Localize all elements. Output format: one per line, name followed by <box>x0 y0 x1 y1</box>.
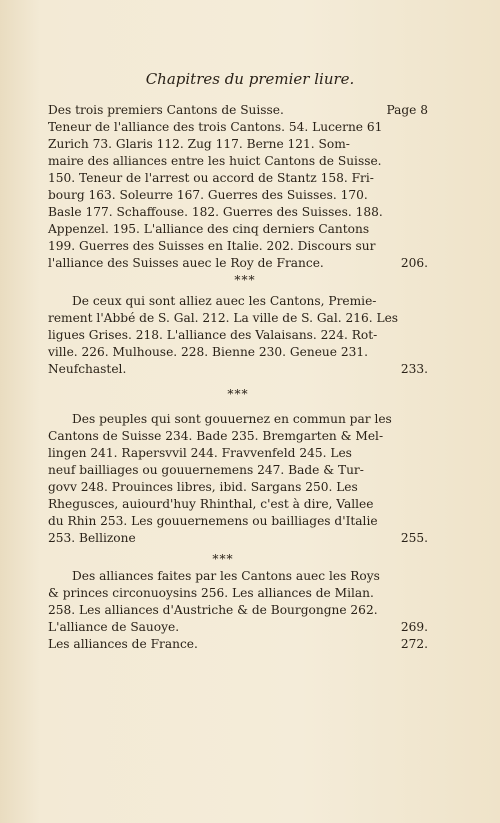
toc-section-3 <box>48 411 428 547</box>
section-ornament: *** <box>227 387 249 401</box>
page-number: 206. <box>400 256 428 270</box>
toc-line: L'alliance de Sauoye. 269. <box>48 620 428 634</box>
toc-line: Des peuples qui sont gouuernez en commun par les <box>72 412 392 426</box>
toc-line: ville. 226. Mulhouse. 228. Bienne 230. Geneue 231. <box>48 345 368 359</box>
toc-section-4 <box>48 568 428 653</box>
page-number: 255. <box>400 531 428 545</box>
toc-line: Zurich 73. Glaris 112. Zug 117. Berne 121. Som- <box>48 137 350 151</box>
toc-section-2 <box>48 293 428 378</box>
toc-line: Cantons de Suisse 234. Bade 235. Bremgarten & Mel- <box>48 429 384 443</box>
page-number: 272. <box>400 637 428 651</box>
toc-line: 150. Teneur de l'arrest ou accord de Stantz 158. Fri- <box>48 171 374 185</box>
page-number: 269. <box>400 620 428 634</box>
toc-line: neuf bailliages ou gouuernemens 247. Bade & Tur- <box>48 463 364 477</box>
toc-line: bourg 163. Soleurre 167. Guerres des Suisses. 170. <box>48 188 368 202</box>
toc-line: Appenzel. 195. L'alliance des cinq derniers Cantons <box>48 222 370 236</box>
table-of-contents <box>48 102 428 653</box>
toc-line: rement l'Abbé de S. Gal. 212. La ville de S. Gal. 216. Les <box>48 311 399 325</box>
toc-line: Neufchastel. 233. <box>48 362 428 376</box>
toc-line: lingen 241. Rapersvvil 244. Fravvenfeld 245. Les <box>48 446 352 460</box>
toc-line: ligues Grises. 218. L'alliance des Valaisans. 224. Rot- <box>48 328 378 342</box>
toc-line: De ceux qui sont alliez auec les Cantons, Premie- <box>72 294 377 308</box>
toc-line: du Rhin 253. Les gouuernemens ou bailliages d'Italie <box>48 514 378 528</box>
toc-line: govv 248. Prouinces libres, ibid. Sargans 250. Les <box>48 480 358 494</box>
toc-section-1 <box>48 102 428 272</box>
toc-line: l'alliance des Suisses auec le Roy de France. 206. <box>48 256 428 270</box>
toc-line: Des alliances faites par les Cantons auec les Roys <box>72 569 380 583</box>
toc-line: & princes circonuoysins 256. Les alliances de Milan. <box>48 586 374 600</box>
toc-line: maire des alliances entre les huict Cantons de Suisse. <box>48 154 382 168</box>
page-number: 233. <box>400 362 428 376</box>
toc-line: Basle 177. Schaffouse. 182. Guerres des Suisses. 188. <box>48 205 383 219</box>
toc-line: Des trois premiers Cantons de Suisse. Page 8 <box>48 103 428 117</box>
toc-line: 258. Les alliances d'Austriche & de Bourgongne 262. <box>48 603 378 617</box>
toc-line: Rhegusces, auiourd'huy Rhinthal, c'est à dire, Vallee <box>48 497 374 511</box>
toc-line: Teneur de l'alliance des trois Cantons. 54. Lucerne 61 <box>48 120 383 134</box>
toc-line: 199. Guerres des Suisses en Italie. 202. Discours sur <box>48 239 376 253</box>
page-number: Page 8 <box>386 103 428 117</box>
toc-line: Les alliances de France. 272. <box>48 637 428 651</box>
chapter-heading: Chapitres du premier liure. <box>145 70 355 88</box>
toc-line: 253. Bellizone 255. <box>48 531 428 545</box>
section-ornament: *** <box>212 552 234 566</box>
section-ornament: *** <box>234 273 256 287</box>
